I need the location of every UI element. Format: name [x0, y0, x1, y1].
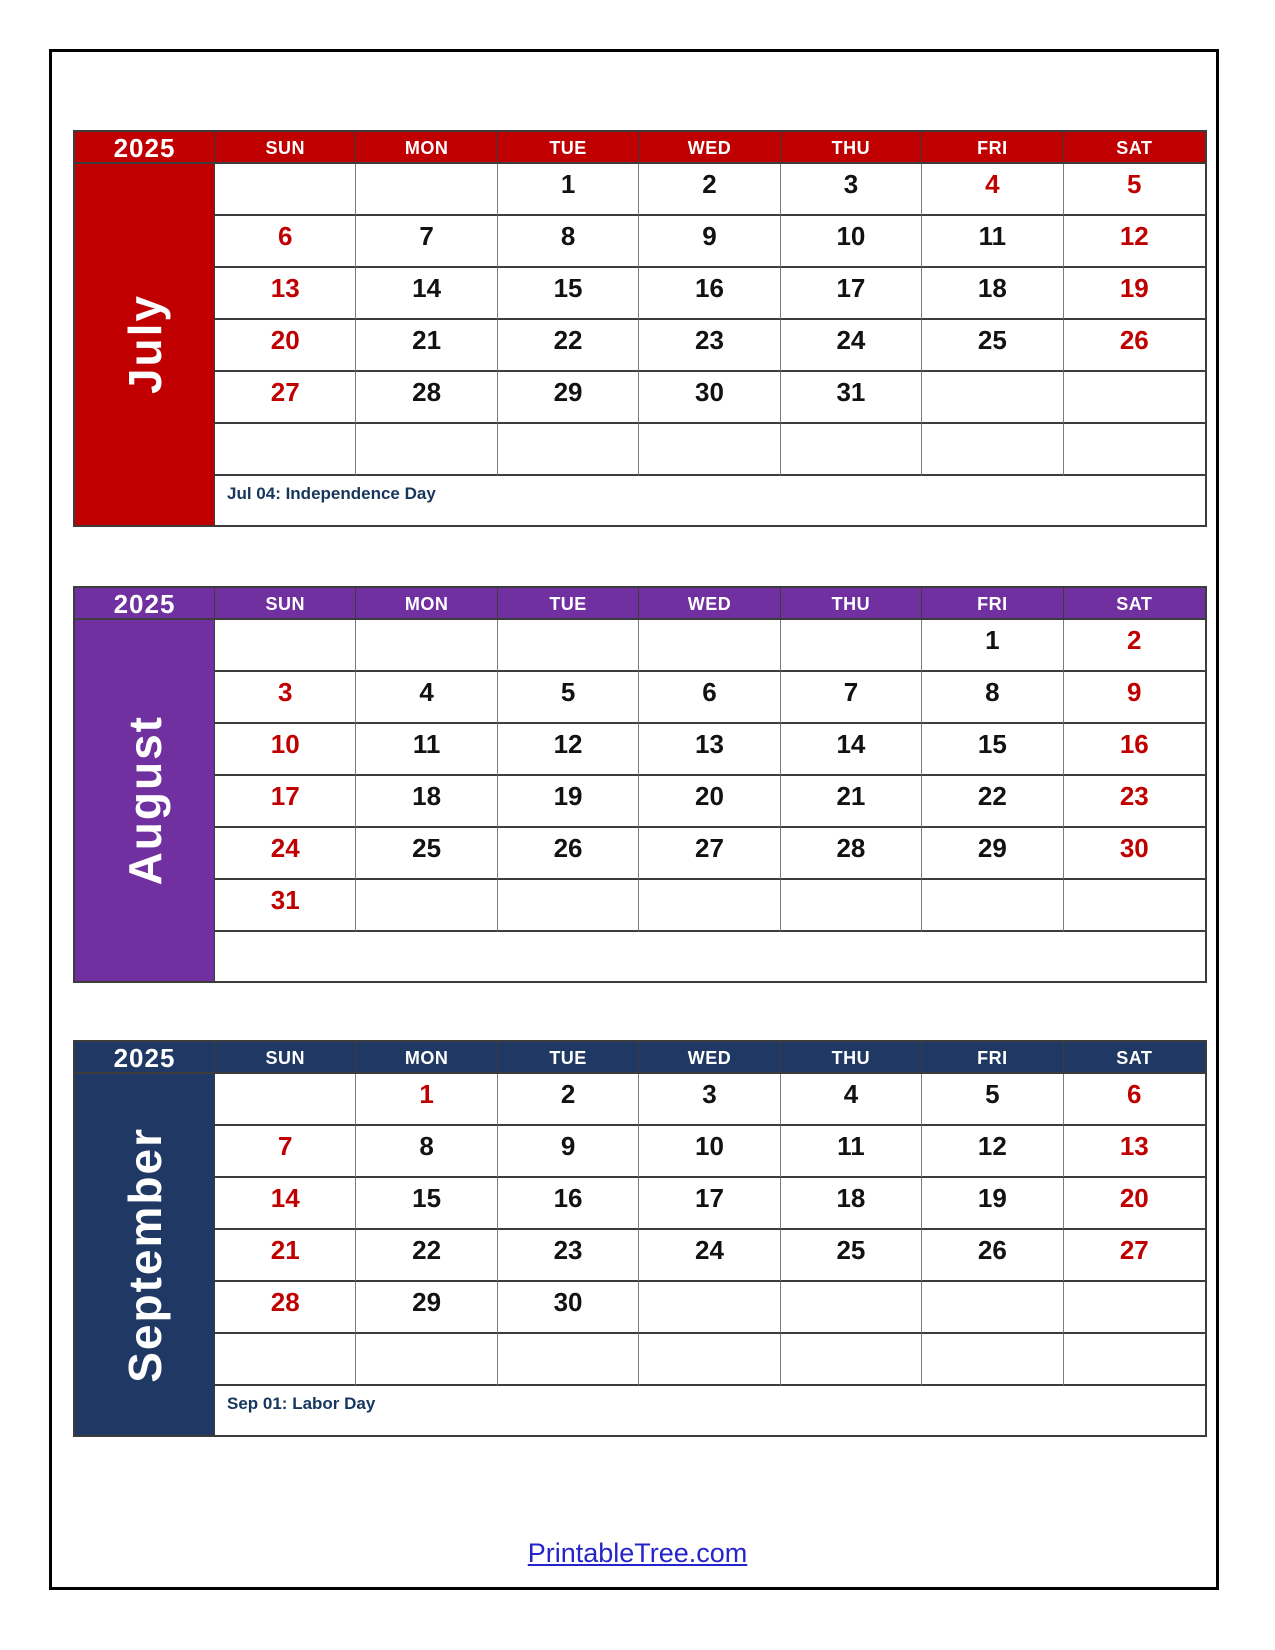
date-august-7: 7: [781, 672, 922, 724]
weekday-header-wed: WED: [639, 132, 780, 164]
date-cell-empty: [639, 424, 780, 476]
date-july-3: 3: [781, 164, 922, 216]
date-august-23: 23: [1064, 776, 1205, 828]
date-september-30: 30: [498, 1282, 639, 1334]
date-september-25: 25: [781, 1230, 922, 1282]
date-august-2: 2: [1064, 620, 1205, 672]
date-cell-empty: [356, 1334, 497, 1386]
month-name-august: August: [118, 715, 171, 886]
date-september-29: 29: [356, 1282, 497, 1334]
year-label-july: 2025: [75, 132, 215, 164]
date-cell-empty: [639, 1282, 780, 1334]
date-july-9: 9: [639, 216, 780, 268]
date-august-17: 17: [215, 776, 356, 828]
date-august-9: 9: [1064, 672, 1205, 724]
weekday-header-tue: TUE: [498, 132, 639, 164]
weekday-header-mon: MON: [356, 588, 497, 620]
date-cell-empty: [215, 1334, 356, 1386]
date-august-18: 18: [356, 776, 497, 828]
date-september-14: 14: [215, 1178, 356, 1230]
date-september-12: 12: [922, 1126, 1063, 1178]
date-cell-empty: [215, 424, 356, 476]
date-july-11: 11: [922, 216, 1063, 268]
date-cell-empty: [781, 1334, 922, 1386]
date-september-11: 11: [781, 1126, 922, 1178]
date-august-20: 20: [639, 776, 780, 828]
date-september-8: 8: [356, 1126, 497, 1178]
date-september-22: 22: [356, 1230, 497, 1282]
date-august-4: 4: [356, 672, 497, 724]
footer: [0, 1538, 1275, 1569]
date-cell-empty: [922, 372, 1063, 424]
weekday-header-wed: WED: [639, 588, 780, 620]
date-july-31: 31: [781, 372, 922, 424]
date-september-26: 26: [922, 1230, 1063, 1282]
weekday-header-thu: THU: [781, 132, 922, 164]
weekday-header-fri: FRI: [922, 588, 1063, 620]
date-july-1: 1: [498, 164, 639, 216]
date-september-10: 10: [639, 1126, 780, 1178]
date-september-23: 23: [498, 1230, 639, 1282]
date-cell-empty: [639, 880, 780, 932]
date-cell-empty: [356, 424, 497, 476]
date-july-27: 27: [215, 372, 356, 424]
weekday-header-tue: TUE: [498, 1042, 639, 1074]
date-september-21: 21: [215, 1230, 356, 1282]
date-july-7: 7: [356, 216, 497, 268]
date-july-6: 6: [215, 216, 356, 268]
date-cell-empty: [639, 1334, 780, 1386]
date-july-16: 16: [639, 268, 780, 320]
date-august-16: 16: [1064, 724, 1205, 776]
date-july-19: 19: [1064, 268, 1205, 320]
weekday-header-thu: THU: [781, 588, 922, 620]
date-august-1: 1: [922, 620, 1063, 672]
date-july-25: 25: [922, 320, 1063, 372]
date-july-22: 22: [498, 320, 639, 372]
weekday-header-fri: FRI: [922, 1042, 1063, 1074]
month-name-september: September: [118, 1126, 171, 1383]
date-july-23: 23: [639, 320, 780, 372]
date-august-19: 19: [498, 776, 639, 828]
calendar-august-2025: [73, 586, 1207, 983]
weekday-header-sat: SAT: [1064, 588, 1205, 620]
date-cell-empty: [356, 164, 497, 216]
weekday-header-sat: SAT: [1064, 132, 1205, 164]
date-cell-empty: [1064, 424, 1205, 476]
date-cell-empty: [1064, 1334, 1205, 1386]
date-cell-empty: [498, 1334, 639, 1386]
year-label-august: 2025: [75, 588, 215, 620]
date-july-15: 15: [498, 268, 639, 320]
date-cell-empty: [639, 620, 780, 672]
year-label-september: 2025: [75, 1042, 215, 1074]
month-sidebar-august: [75, 620, 215, 981]
date-september-19: 19: [922, 1178, 1063, 1230]
date-cell-empty: [922, 424, 1063, 476]
holiday-note-september: Sep 01: Labor Day: [215, 1386, 1205, 1435]
date-cell-empty: [781, 620, 922, 672]
weekday-header-mon: MON: [356, 132, 497, 164]
date-july-4: 4: [922, 164, 1063, 216]
calendar-july-2025: [73, 130, 1207, 527]
date-cell-empty: [1064, 880, 1205, 932]
date-july-5: 5: [1064, 164, 1205, 216]
date-august-11: 11: [356, 724, 497, 776]
note-row-empty: [215, 932, 1205, 981]
weekday-header-fri: FRI: [922, 132, 1063, 164]
date-september-5: 5: [922, 1074, 1063, 1126]
date-cell-empty: [781, 880, 922, 932]
date-july-30: 30: [639, 372, 780, 424]
date-cell-empty: [922, 1282, 1063, 1334]
date-cell-empty: [215, 620, 356, 672]
month-name-july: July: [118, 294, 171, 395]
date-august-21: 21: [781, 776, 922, 828]
date-july-13: 13: [215, 268, 356, 320]
date-cell-empty: [1064, 372, 1205, 424]
date-august-6: 6: [639, 672, 780, 724]
date-september-20: 20: [1064, 1178, 1205, 1230]
date-july-17: 17: [781, 268, 922, 320]
date-september-24: 24: [639, 1230, 780, 1282]
date-cell-empty: [356, 620, 497, 672]
date-august-22: 22: [922, 776, 1063, 828]
date-august-31: 31: [215, 880, 356, 932]
date-july-24: 24: [781, 320, 922, 372]
weekday-header-wed: WED: [639, 1042, 780, 1074]
date-july-29: 29: [498, 372, 639, 424]
date-august-15: 15: [922, 724, 1063, 776]
date-july-18: 18: [922, 268, 1063, 320]
date-july-21: 21: [356, 320, 497, 372]
date-cell-empty: [922, 880, 1063, 932]
date-august-28: 28: [781, 828, 922, 880]
date-july-26: 26: [1064, 320, 1205, 372]
date-september-13: 13: [1064, 1126, 1205, 1178]
date-cell-empty: [215, 164, 356, 216]
date-september-3: 3: [639, 1074, 780, 1126]
date-september-18: 18: [781, 1178, 922, 1230]
date-august-29: 29: [922, 828, 1063, 880]
date-august-26: 26: [498, 828, 639, 880]
weekday-header-thu: THU: [781, 1042, 922, 1074]
weekday-header-sun: SUN: [215, 588, 356, 620]
date-july-8: 8: [498, 216, 639, 268]
date-cell-empty: [498, 620, 639, 672]
footer-link[interactable]: PrintableTree.com: [527, 1538, 748, 1568]
date-september-16: 16: [498, 1178, 639, 1230]
holiday-note-july: Jul 04: Independence Day: [215, 476, 1205, 525]
date-september-1: 1: [356, 1074, 497, 1126]
weekday-header-sat: SAT: [1064, 1042, 1205, 1074]
date-july-14: 14: [356, 268, 497, 320]
weekday-header-tue: TUE: [498, 588, 639, 620]
date-cell-empty: [922, 1334, 1063, 1386]
date-cell-empty: [1064, 1282, 1205, 1334]
date-august-25: 25: [356, 828, 497, 880]
calendar-september-2025: [73, 1040, 1207, 1437]
date-august-24: 24: [215, 828, 356, 880]
date-september-9: 9: [498, 1126, 639, 1178]
date-july-20: 20: [215, 320, 356, 372]
weekday-header-mon: MON: [356, 1042, 497, 1074]
date-august-13: 13: [639, 724, 780, 776]
date-september-27: 27: [1064, 1230, 1205, 1282]
weekday-header-sun: SUN: [215, 1042, 356, 1074]
date-september-17: 17: [639, 1178, 780, 1230]
date-july-28: 28: [356, 372, 497, 424]
date-cell-empty: [498, 424, 639, 476]
date-cell-empty: [498, 880, 639, 932]
date-august-30: 30: [1064, 828, 1205, 880]
date-august-5: 5: [498, 672, 639, 724]
date-august-10: 10: [215, 724, 356, 776]
month-sidebar-september: [75, 1074, 215, 1435]
weekday-header-sun: SUN: [215, 132, 356, 164]
date-cell-empty: [356, 880, 497, 932]
date-cell-empty: [781, 424, 922, 476]
date-august-3: 3: [215, 672, 356, 724]
month-sidebar-july: [75, 164, 215, 525]
date-september-7: 7: [215, 1126, 356, 1178]
date-september-2: 2: [498, 1074, 639, 1126]
date-july-10: 10: [781, 216, 922, 268]
date-september-4: 4: [781, 1074, 922, 1126]
date-august-12: 12: [498, 724, 639, 776]
date-cell-empty: [215, 1074, 356, 1126]
date-september-6: 6: [1064, 1074, 1205, 1126]
date-july-2: 2: [639, 164, 780, 216]
date-august-14: 14: [781, 724, 922, 776]
date-july-12: 12: [1064, 216, 1205, 268]
date-august-27: 27: [639, 828, 780, 880]
date-august-8: 8: [922, 672, 1063, 724]
date-september-15: 15: [356, 1178, 497, 1230]
date-cell-empty: [781, 1282, 922, 1334]
date-september-28: 28: [215, 1282, 356, 1334]
